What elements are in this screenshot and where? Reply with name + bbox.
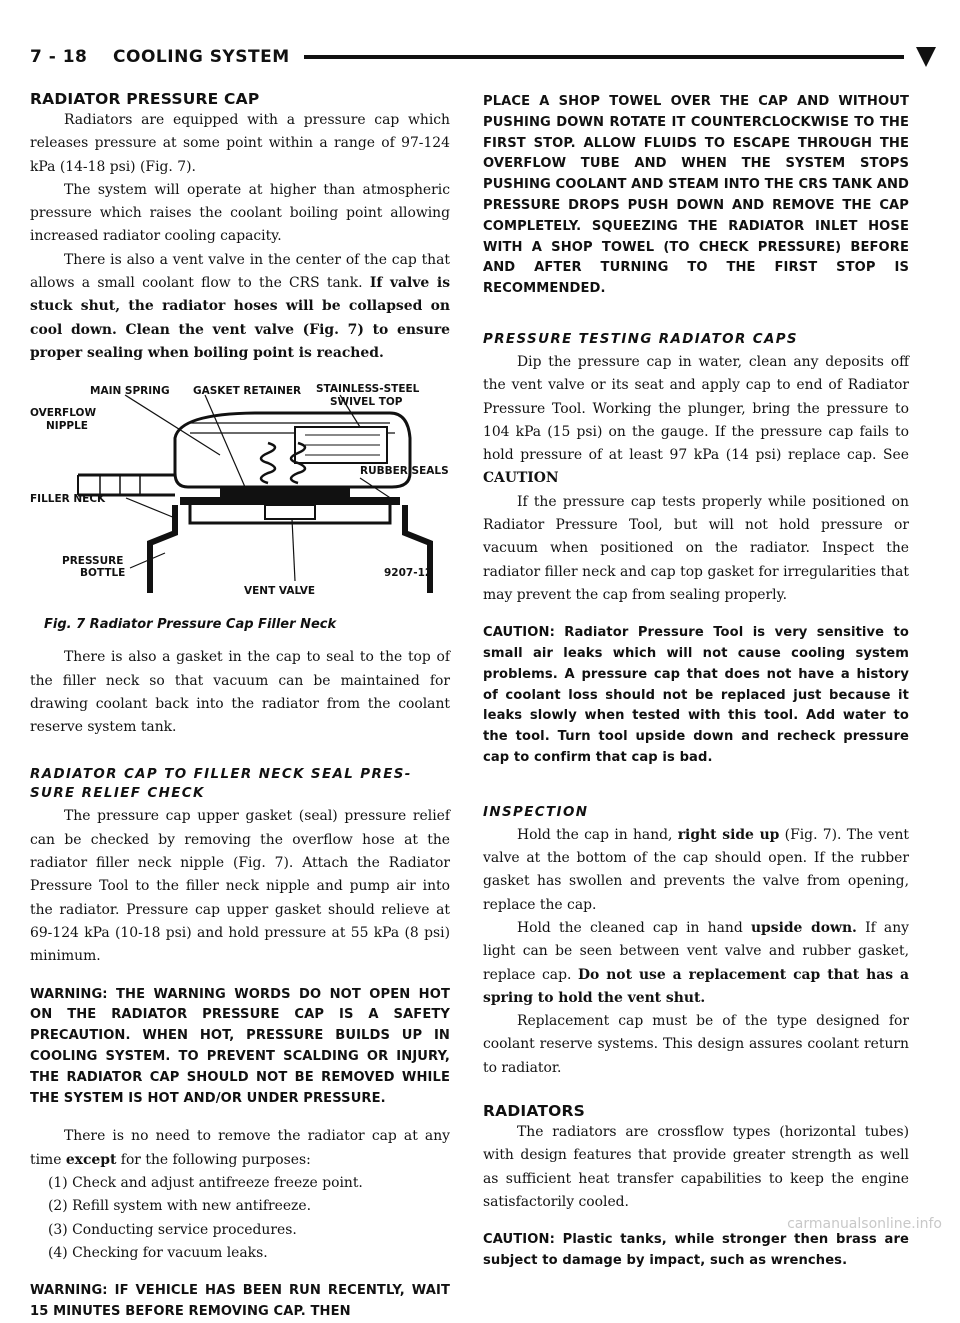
purpose-list [30, 1172, 450, 1265]
paragraph: The pressure cap upper gasket (seal) pressure relief can be checked by removing the overflow hose at the radiator filler neck nipple (Fig. 7). Attach the Radiator Pressure Tool to the filler neck nipple and pump air into the radiator. Pressure cap upper gasket should relieve at 69-124 kPa (10-18 psi) and hold pressure at 55 kPa (8 psi) minimum. [30, 808, 450, 965]
label-filler-neck: FILLER NECK [30, 493, 106, 506]
text-span: Dip the pressure cap in water, clean any deposits off the vent valve or its seat and apply cap to end of Radiator Pressure Tool. Working the plunger, bring the pressure to 104 kPa (15 psi) on the gauge. If the pressure cap fails to hold pressure of at least 97 kPa (14 psi) replace cap. See [483, 353, 909, 464]
paragraph: Radiators are equipped with a pressure cap which releases pressure at some point within a range of 97-124 kPa (14-18 psi) (Fig. 7). [30, 112, 450, 175]
label-pressure: PRESSURE [62, 555, 124, 568]
label-swivel-top: SWIVEL TOP [330, 396, 403, 409]
paragraph: The system will operate at higher than atmospheric pressure which raises the coolant boiling point allowing increased radiator cooling capacity. [30, 181, 450, 245]
paragraph: There is also a gasket in the cap to seal to the top of the filler neck so that vacuum can be maintained for drawing coolant back into the radiator from the coolant reserve system tank. [30, 649, 450, 736]
list-item: (4) Checking for vacuum leaks. [48, 1244, 268, 1261]
label-vent-valve: VENT VALVE [244, 585, 315, 598]
bold-text: upside down. [750, 920, 857, 936]
section-title-inspection: INSPECTION [483, 804, 589, 820]
title-line: SURE RELIEF CHECK [30, 786, 205, 802]
caution-text: CAUTION: Plastic tanks, while stronger then brass are subject to damage by impact, such as wrenches. [483, 1232, 909, 1269]
section-title-radiators: RADIATORS [483, 1102, 586, 1121]
label-bottle: BOTTLE [80, 567, 126, 580]
label-gasket-retainer: GASKET RETAINER [193, 385, 302, 398]
right-column [483, 90, 909, 1272]
caution-text: CAUTION: Radiator Pressure Tool is very sensitive to small air leaks which will not cause cooling system problems. A pressure cap that does not have a history of coolant loss should not be replaced just because it leaks slowly when tested with this tool. Add water to the tool. Turn tool upside down and recheck pressure cap to confirm that cap is bad. [483, 625, 909, 766]
figure-pressure-cap [30, 383, 450, 613]
watermark: carmanualsonline.info [787, 1216, 942, 1232]
paragraph [30, 1125, 450, 1172]
list-item: (3) Conducting service procedures. [48, 1221, 297, 1238]
text-span: There is also a vent valve in the center of the cap that allows a small coolant flow to the CRS tank. [30, 251, 450, 292]
title-line: RADIATOR CAP TO FILLER NECK SEAL PRES- [30, 767, 412, 783]
paragraph: The radiators are crossflow types (horizontal tubes) with design features that provide greater strength as well as sufficient heat transfer capabilities to keep the engine satisfactorily cooled. [483, 1124, 909, 1210]
paragraph [30, 249, 450, 365]
warning-text: WARNING: IF VEHICLE HAS BEEN RUN RECENTLY, WAIT 15 MINUTES BEFORE REMOVING CAP. THEN [30, 1283, 450, 1319]
warning-text: WARNING: THE WARNING WORDS DO NOT OPEN HOT ON THE RADIATOR PRESSURE CAP IS A SAFETY PRECAUTION. WHEN HOT, PRESSURE BUILDS UP IN COOLING SYSTEM. TO PREVENT SCALDING OR INJURY, THE RADIATOR CAP SHOULD NOT BE REMOVED WHILE THE SYSTEM IS HOT AND/OR UNDER PRESSURE. [30, 986, 450, 1106]
bold-text: except [65, 1151, 117, 1168]
text-span: Hold the cleaned cap in hand [517, 920, 751, 936]
text-span: If any light can be seen between vent valve and rubber gasket, replace cap. [483, 920, 909, 983]
paragraph: Replacement cap must be of the type designed for coolant reserve systems. This design assures coolant return to radiator. [483, 1013, 909, 1076]
page-header [30, 44, 936, 70]
label-overflow: OVERFLOW [30, 407, 97, 420]
paragraph [483, 917, 909, 1010]
list-item: (1) Check and adjust antifreeze freeze point. [48, 1174, 363, 1191]
label-main-spring: MAIN SPRING [90, 385, 170, 398]
paragraph [483, 824, 909, 917]
bold-text: Do not use a replacement cap that has a spring to hold the vent shut. [483, 966, 909, 1006]
section-title-radiator-pressure-cap: RADIATOR PRESSURE CAP [30, 90, 260, 108]
label-rubber-seals: RUBBER SEALS [360, 465, 449, 478]
bold-text: right side up [677, 826, 780, 843]
triangle-icon [916, 47, 936, 67]
header-rule [304, 55, 904, 59]
bold-text: CAUTION [483, 470, 559, 487]
paragraph [483, 351, 909, 491]
section-title-pressure-testing: PRESSURE TESTING RADIATOR CAPS [483, 331, 798, 347]
bold-text: If valve is stuck shut, the radiator hoses will be collapsed on cool down. Clean the vent valve (Fig. 7) to ensure proper sealing when boiling point is reached. [30, 275, 451, 361]
warning-text-continued: PLACE A SHOP TOWEL OVER THE CAP AND WITHOUT PUSHING DOWN ROTATE IT COUNTERCLOCKWISE TO THE FIRST STOP. ALLOW FLUIDS TO ESCAPE THROUGH THE OVERFLOW TUBE AND WHEN THE SYSTEM STOPS PUSHING COOLANT AND STEAM INTO THE CRS TANK AND PRESSURE DROPS PUSH DOWN AND REMOVE THE CAP COMPLETELY. SQUEEZING THE RADIATOR INLET HOSE WITH A SHOP TOWEL (TO CHECK PRESSURE) BEFORE AND AFTER TURNING TO THE FIRST STOP IS RECOMMENDED. [483, 94, 909, 297]
label-stainless-steel: STAINLESS-STEEL [316, 383, 420, 396]
page-label: 7 - 18 COOLING SYSTEM [30, 47, 290, 67]
list-item: (2) Refill system with new antifreeze. [48, 1198, 312, 1215]
left-column [30, 90, 450, 1323]
text-span: Hold the cap in hand, [517, 826, 678, 843]
text-span: There is no need to remove the radiator cap at any time [30, 1128, 450, 1168]
label-nipple: NIPPLE [46, 420, 88, 433]
section-title-seal-check [30, 765, 450, 803]
paragraph: If the pressure cap tests properly while positioned on Radiator Pressure Tool, but will not hold pressure or vacuum when positioned on the radiator. Inspect the radiator filler neck and cap top gasket for irregularities that may prevent the cap from sealing properly. [483, 493, 909, 603]
text-span: for the following purposes: [116, 1151, 311, 1168]
label-figure-code: 9207-12 [384, 567, 433, 580]
figure-caption: Fig. 7 Radiator Pressure Cap Filler Neck [44, 617, 337, 633]
text-span: (Fig. 7). The vent valve at the bottom of the cap should open. If the rubber gasket has swollen and prevents the valve from opening, replace the cap. [483, 826, 909, 913]
